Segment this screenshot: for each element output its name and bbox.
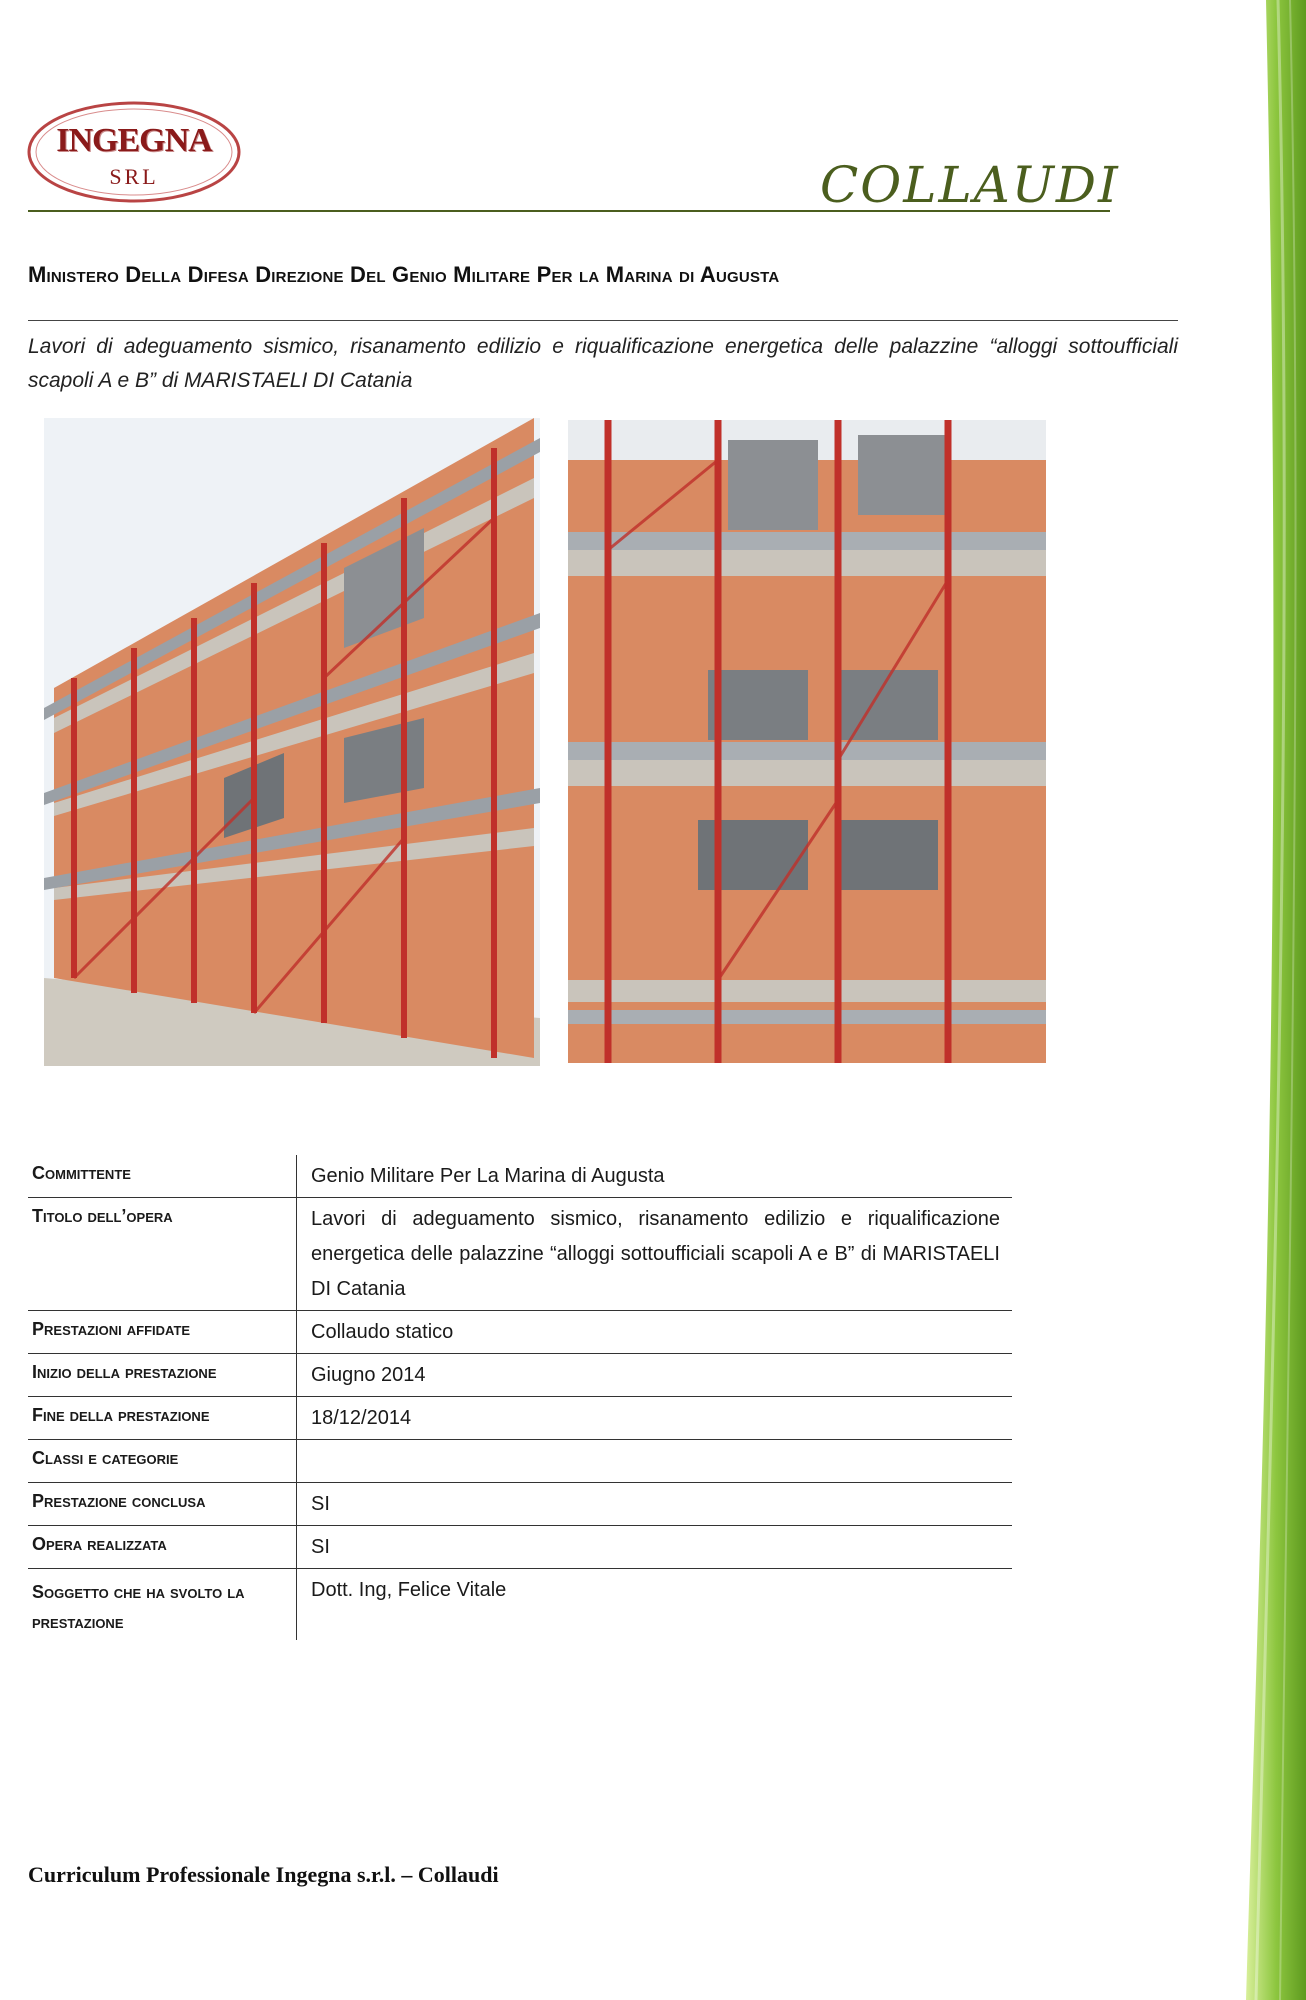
row-label: Prestazioni affidate — [28, 1311, 297, 1354]
project-subtitle: Lavori di adeguamento sismico, risanamento edilizio e riqualificazione energetica delle palazzine “alloggi sottoufficiali scapoli A e B” di MARISTAELI DI Catania — [28, 335, 1178, 392]
table-row — [28, 1354, 1012, 1397]
row-value — [297, 1440, 1013, 1483]
row-label: Titolo dell’opera — [28, 1198, 297, 1311]
construction-photo-left — [44, 418, 540, 1066]
section-title: COLLAUDI — [820, 156, 1120, 214]
row-label: Opera realizzata — [28, 1526, 297, 1569]
row-value: Giugno 2014 — [297, 1354, 1013, 1397]
logo-suffix: SRL — [109, 164, 159, 189]
page-footer: Curriculum Professionale Ingegna s.r.l. – Collaudi — [28, 1862, 499, 1887]
table-row — [28, 1198, 1012, 1311]
row-value: Lavori di adeguamento sismico, risanamento edilizio e riqualificazione energetica delle palazzine “alloggi sottoufficiali scapoli A e B” di MARISTAELI DI Catania — [297, 1198, 1013, 1311]
row-value: SI — [297, 1526, 1013, 1569]
row-value: Genio Militare Per La Marina di Augusta — [297, 1155, 1013, 1198]
row-value: 18/12/2014 — [297, 1397, 1013, 1440]
row-label: Prestazione conclusa — [28, 1483, 297, 1526]
row-label: Soggetto che ha svolto la prestazione — [28, 1569, 297, 1641]
company-logo — [26, 100, 242, 204]
row-value: SI — [297, 1483, 1013, 1526]
table-row — [28, 1440, 1012, 1483]
table-row — [28, 1483, 1012, 1526]
table-row — [28, 1397, 1012, 1440]
row-label: Inizio della prestazione — [28, 1354, 297, 1397]
ministry-heading: Ministero Della Difesa Direzione Del Genio Militare Per la Marina di Augusta — [28, 262, 780, 287]
table-row — [28, 1155, 1012, 1198]
header-divider — [28, 210, 1110, 212]
table-row — [28, 1526, 1012, 1569]
row-label: Committente — [28, 1155, 297, 1198]
row-value: Dott. Ing, Felice Vitale — [311, 1579, 507, 1601]
heading-divider — [28, 320, 1178, 321]
table-row — [28, 1569, 1012, 1641]
green-swoosh-decoration — [1226, 0, 1306, 2000]
row-label: Classi e categorie — [28, 1440, 297, 1483]
row-label: Fine della prestazione — [28, 1397, 297, 1440]
table-row — [28, 1311, 1012, 1354]
logo-name: INGEGNA — [56, 122, 212, 159]
construction-photo-right — [568, 420, 1046, 1063]
row-value: Collaudo statico — [297, 1311, 1013, 1354]
project-info-table — [28, 1155, 1012, 1640]
